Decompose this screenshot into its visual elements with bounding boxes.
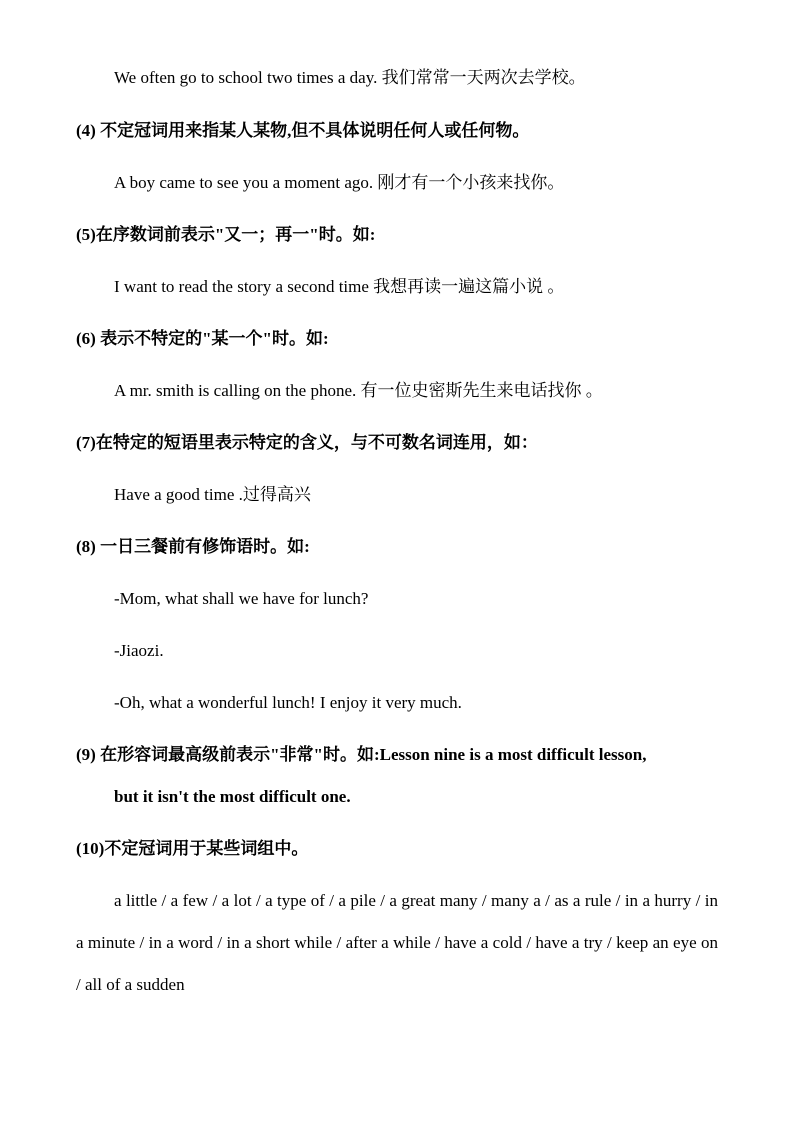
heading-9-line-2: but it isn't the most difficult one. (114, 787, 351, 806)
heading-7: (7)在特定的短语里表示特定的含义，与不可数名词连用，如： (76, 433, 538, 452)
example-6: A mr. smith is calling on the phone. 有一位史密斯先生来电话找你 。 (114, 381, 603, 400)
heading-4: (4) 不定冠词用来指某人某物,但不具体说明任何人或任何物。 (76, 121, 530, 140)
dialogue-line-1: -Mom, what shall we have for lunch? (114, 589, 369, 608)
heading-9-line-1: (9) 在形容词最高级前表示"非常"时。如:Lesson nine is a most difficult lesson, (76, 745, 647, 764)
heading-10: (10)不定冠词用于某些词组中。 (76, 839, 309, 858)
dialogue-line-2: -Jiaozi. (114, 641, 164, 660)
heading-9 (76, 734, 726, 818)
dialogue-line-3: -Oh, what a wonderful lunch! I enjoy it very much. (114, 693, 462, 712)
phrase-list: a little / a few / a lot / a type of / a pile / a great many / many a / as a rule / in a hurry / in a minute / in a word / in a short while / after a while / have a cold / have a try / keep an eye on / all of a sudden (76, 891, 718, 994)
example-4: A boy came to see you a moment ago. 刚才有一个小孩来找你。 (114, 173, 565, 192)
example-5: I want to read the story a second time 我想再读一遍这篇小说 。 (114, 277, 565, 296)
heading-8: (8) 一日三餐前有修饰语时。如: (76, 537, 310, 556)
heading-6: (6) 表示不特定的"某一个"时。如: (76, 329, 329, 348)
example-3: We often go to school two times a day. 我们常常一天两次去学校。 (114, 68, 586, 87)
heading-5: (5)在序数词前表示"又一；再一"时。如: (76, 225, 376, 244)
example-7: Have a good time .过得高兴 (114, 485, 311, 504)
